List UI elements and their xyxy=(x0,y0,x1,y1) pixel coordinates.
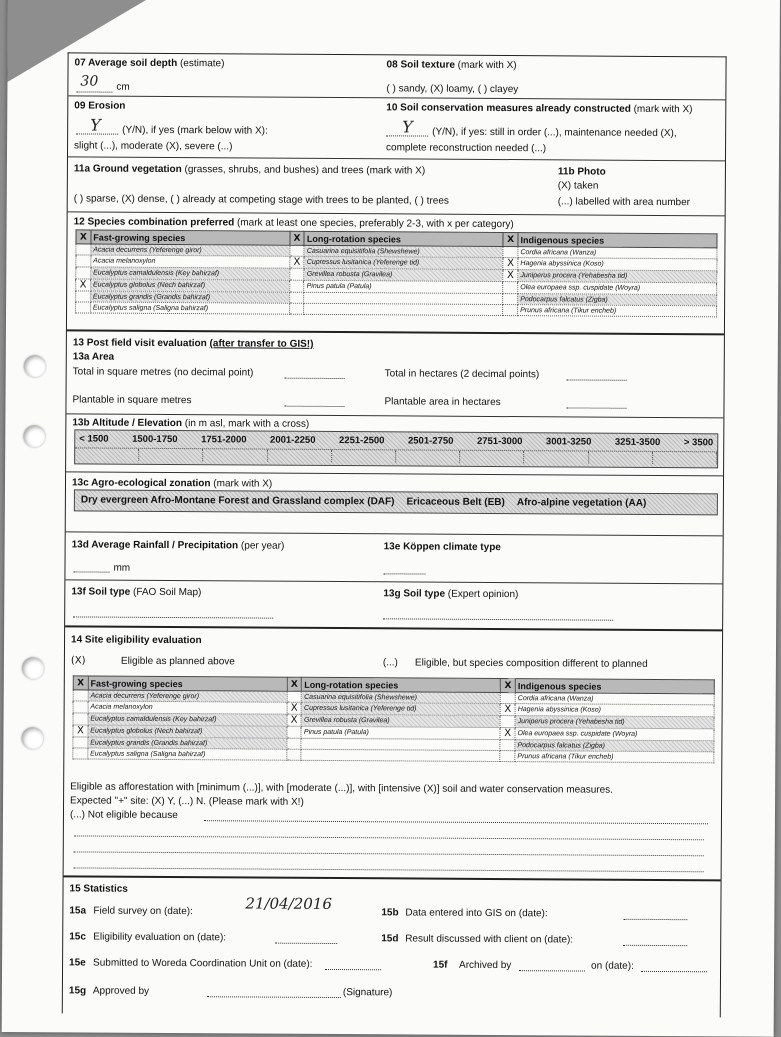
species-name-cell: Pinus patula (Patula) xyxy=(304,280,503,293)
field-08-hint: (mark with X) xyxy=(454,59,517,72)
species-mark-cell[interactable] xyxy=(76,244,91,255)
gis-date-label: Data entered into GIS on (date): xyxy=(405,907,548,920)
altitude-mark-cell[interactable] xyxy=(332,450,396,462)
archived-date-line[interactable] xyxy=(641,971,707,972)
species-category-header: Indigenous species xyxy=(515,679,714,694)
field-10-label: 10 Soil conservation measures already constructed xyxy=(386,102,631,115)
field-13c-label: 13c Agro-ecological zonation xyxy=(71,477,211,490)
field-13b-label: 13b Altitude / Elevation xyxy=(72,417,183,430)
species-mark-cell[interactable] xyxy=(287,726,302,738)
species-name-cell: Cordia africana (Wanza) xyxy=(515,693,714,705)
zonation-options xyxy=(75,490,717,513)
species-mark-cell[interactable] xyxy=(289,280,304,292)
photo-taken[interactable]: (X) taken xyxy=(557,180,599,192)
zone-option[interactable]: Afro-alpine vegetation (AA) xyxy=(516,497,647,509)
species-name-cell: Eucalyptus globolus (Nech bahirzaf) xyxy=(90,279,289,292)
mark-column-header: X xyxy=(501,679,516,693)
eligible-different: Eligible, but species composition different to planned xyxy=(414,657,648,670)
field-10-hint: (mark with X) xyxy=(630,103,693,116)
afforestation-measures[interactable]: Eligible as afforestation with [minimum (...)], with [moderate (...)], with [intensive (X)] soil and water conservation measures. xyxy=(70,781,613,796)
field-13d-label: 13d Average Rainfall / Precipitation xyxy=(71,539,239,552)
punch-hole xyxy=(22,657,44,679)
species-category-header: Long-rotation species xyxy=(304,231,503,246)
altitude-mark-row xyxy=(75,447,717,464)
area-total-sqm: Total in square metres (no decimal point) xyxy=(72,366,254,379)
field-15b-label: 15b xyxy=(381,907,399,919)
species-name-cell: Hagenia abyssinica (Koso) xyxy=(515,704,714,717)
species-name-cell: Eucalyptus camaldulensis (Key bahirzaf) xyxy=(88,713,287,726)
species-mark-cell[interactable]: X xyxy=(500,728,515,740)
erosion-line xyxy=(76,133,118,134)
note-line[interactable] xyxy=(74,867,704,872)
field-11a-label: 11a Ground vegetation xyxy=(73,163,182,176)
eligibility-date-label: Eligibility evaluation on (date): xyxy=(93,931,227,944)
erosion-mark[interactable]: Y xyxy=(90,115,101,135)
woreda-date-label: Submitted to Woreda Coordination Unit on (date): xyxy=(93,957,313,970)
area-total-ha: Total in hectares (2 decimal points) xyxy=(384,368,540,381)
species-mark-cell[interactable] xyxy=(76,291,91,302)
field-13e-label: 13e Köppen climate type xyxy=(383,541,501,554)
field-11a xyxy=(74,163,425,177)
species-name-cell: Cupressus lusitanica (Yeferenge tid) xyxy=(302,702,501,715)
species-mark-cell[interactable] xyxy=(500,716,515,728)
field-13f-hint: (FAO Soil Map) xyxy=(130,586,202,599)
species-mark-cell[interactable] xyxy=(76,255,91,267)
vegetation-options[interactable]: ( ) sparse, (X) dense, ( ) already at competing stage with trees to be planted, ( ) trees xyxy=(73,193,449,207)
species-mark-cell[interactable]: X xyxy=(503,258,518,270)
field-15g-label: 15g xyxy=(68,985,87,997)
species-table-12 xyxy=(75,229,718,317)
divider xyxy=(68,156,725,161)
divider xyxy=(64,875,721,881)
field-13f xyxy=(71,586,201,599)
note-line[interactable] xyxy=(74,835,704,840)
gis-date-line[interactable] xyxy=(623,919,687,920)
area-plant-sqm: Plantable in square metres xyxy=(72,394,192,407)
species-mark-cell[interactable] xyxy=(73,713,88,725)
species-name-cell: Podocarpus falcatus (Zigba) xyxy=(515,740,714,752)
field-13d xyxy=(72,539,285,552)
species-name-cell: Olea europaea ssp. cuspidate (Woyra) xyxy=(515,728,714,741)
area-total-ha-line[interactable] xyxy=(567,379,627,380)
field-07-label: 07 Average soil depth xyxy=(74,57,178,70)
archived-by-line[interactable] xyxy=(519,970,585,971)
altitude-range: 3251-3500 xyxy=(614,436,661,448)
species-name-cell: Grevillea robusta (Gravilea) xyxy=(301,714,500,727)
evaluation-form xyxy=(62,52,727,1017)
species-name-cell: Eucalyptus grandis (Grandis bahirzaf) xyxy=(90,291,289,303)
altitude-ranges xyxy=(75,430,717,448)
species-mark-cell[interactable]: X xyxy=(287,702,302,714)
not-eligible-because[interactable]: (...) Not eligible because xyxy=(69,809,178,822)
field-07-hint: (estimate) xyxy=(177,58,225,70)
eligibility-date-line[interactable] xyxy=(275,943,337,944)
species-mark-cell[interactable] xyxy=(500,740,515,751)
species-name-cell: Eucalyptus camaldulensis (Key bahirzaf) xyxy=(91,267,290,280)
eligible-as-planned: Eligible as planned above xyxy=(120,655,235,668)
punch-hole xyxy=(21,727,43,749)
divider xyxy=(67,329,724,335)
zone-option[interactable]: Ericaceous Belt (EB) xyxy=(406,496,505,509)
species-mark-cell[interactable] xyxy=(76,302,91,313)
altitude-range: 1751-2000 xyxy=(201,434,247,446)
species-mark-cell[interactable]: X xyxy=(503,270,518,282)
species-name-cell: Podocarpus falcatus (Zigba) xyxy=(518,294,717,306)
note-line[interactable] xyxy=(74,851,704,856)
species-category-header: Long-rotation species xyxy=(302,677,501,692)
field-15c-label: 15c xyxy=(69,931,86,943)
altitude-mark-cell[interactable] xyxy=(139,449,203,461)
soil-depth-line xyxy=(76,91,112,92)
field-13c-hint: (mark with X) xyxy=(210,478,273,490)
divider xyxy=(66,471,723,476)
species-name-cell: Casuarina equisitifolia (Shewshewe) xyxy=(304,245,503,257)
species-mark-cell[interactable]: X xyxy=(289,256,304,268)
mark-column-header: X xyxy=(290,231,305,245)
field-15a-label: 15a xyxy=(69,905,87,917)
rainfall-line[interactable] xyxy=(73,571,109,572)
species-category-header: Fast-growing species xyxy=(88,676,287,691)
field-11a-hint: (grasses, shrubs, and bushes) and trees (mark with X) xyxy=(181,164,426,177)
field-15d-label: 15d xyxy=(381,933,399,945)
species-mark-cell[interactable] xyxy=(287,691,302,702)
rainfall-unit: mm xyxy=(113,562,131,574)
altitude-range: 1500-1750 xyxy=(132,433,178,446)
altitude-mark-cell[interactable] xyxy=(653,452,717,464)
field-10 xyxy=(386,102,692,116)
species-name-cell: Juniperus procera (Yehabesha tid) xyxy=(515,716,714,729)
altitude-mark-cell[interactable] xyxy=(589,452,653,464)
field-11b-label: 11b Photo xyxy=(557,166,606,178)
mark-column-header: X xyxy=(503,233,518,247)
altitude-grid xyxy=(74,429,718,468)
divider xyxy=(68,211,725,216)
species-mark-cell[interactable] xyxy=(289,292,304,303)
species-name-cell: Eucalyptus grandis (Grandis bahirzaf) xyxy=(88,737,287,749)
eligible-mark[interactable]: (X) xyxy=(70,655,86,667)
punch-hole xyxy=(24,355,46,377)
expected-site[interactable]: Expected "+" site: (X) Y, (...) N. (Please mark with X!) xyxy=(70,795,304,808)
soil-type-fao-line[interactable] xyxy=(73,616,273,618)
area-plant-sqm-line[interactable] xyxy=(284,406,344,407)
species-name-cell: Acacia decurrens (Yeferenge giror) xyxy=(88,690,287,702)
not-eligible-line[interactable] xyxy=(204,820,708,824)
species-name-cell: Acacia decurrens (Yeferenge giror) xyxy=(91,244,290,256)
soil-texture-options[interactable]: ( ) sandy, (X) loamy, ( ) clayey xyxy=(386,83,519,96)
conservation-mark[interactable]: Y xyxy=(402,117,413,137)
species-name-cell: Acacia melanoxylon xyxy=(91,255,290,268)
soil-depth-value[interactable]: 30 xyxy=(80,73,99,90)
field-survey-date[interactable]: 21/04/2016 xyxy=(245,894,332,913)
erosion-yn: (Y/N), if yes (mark below with X): xyxy=(122,124,268,137)
altitude-range: < 1500 xyxy=(79,433,109,445)
species-mark-cell[interactable] xyxy=(73,690,88,701)
field-15f-label: 15f xyxy=(433,959,448,971)
species-mark-cell[interactable] xyxy=(287,738,302,749)
field-14-label: 14 Site eligibility evaluation xyxy=(71,634,202,647)
species-mark-cell[interactable]: X xyxy=(73,725,88,737)
species-name-cell: Grevillea robusta (Gravilea) xyxy=(304,268,503,281)
species-name-cell: Acacia melanoxylon xyxy=(88,701,287,714)
woreda-date-line[interactable] xyxy=(325,969,381,970)
altitude-mark-cell[interactable] xyxy=(525,451,589,463)
divider xyxy=(65,579,722,584)
conservation-line xyxy=(386,135,428,136)
field-12-label: 12 Species combination preferred xyxy=(73,216,235,229)
altitude-range: 2501-2750 xyxy=(407,435,454,447)
conservation-line2[interactable]: complete reconstruction needed (...) xyxy=(386,142,547,155)
species-table-14 xyxy=(72,675,715,763)
field-13-label: 13 Post field visit evaluation xyxy=(72,337,207,350)
species-name-cell: Juniperus procera (Yehabesha tid) xyxy=(518,270,717,283)
field-07 xyxy=(75,57,225,70)
species-name-cell: Cordia africana (Wanza) xyxy=(518,247,717,259)
species-name-cell: Prunus africana (Tikur encheb) xyxy=(515,751,714,763)
client-date-label: Result discussed with client on (date): xyxy=(405,933,574,946)
approved-by-label: Approved by xyxy=(92,985,150,997)
koppen-line[interactable] xyxy=(383,573,425,574)
field-13g-label: 13g Soil type xyxy=(383,588,446,600)
mark-column-header: X xyxy=(73,676,88,690)
species-mark-cell[interactable] xyxy=(500,751,515,762)
field-13g-hint: (Expert opinion) xyxy=(444,588,519,601)
species-name-cell: Casuarina equisitifolia (Shewshewe) xyxy=(302,691,501,703)
soil-depth-unit: cm xyxy=(116,81,130,93)
divider xyxy=(68,95,725,100)
altitude-range: 2751-3000 xyxy=(476,435,523,448)
field-15-label: 15 Statistics xyxy=(69,883,128,895)
altitude-range: 2001-2250 xyxy=(270,434,316,446)
altitude-mark-cell[interactable] xyxy=(268,450,332,462)
area-plant-ha: Plantable area in hectares xyxy=(384,396,501,409)
divider xyxy=(66,531,723,536)
species-mark-cell[interactable] xyxy=(500,693,515,704)
altitude-range: 2251-2500 xyxy=(338,435,385,447)
species-mark-cell[interactable] xyxy=(503,247,518,258)
signature-label: (Signature) xyxy=(342,987,393,999)
species-category-header: Fast-growing species xyxy=(91,230,290,245)
species-name-cell xyxy=(301,749,500,761)
field-09-label: 09 Erosion xyxy=(74,100,126,112)
altitude-mark-cell[interactable] xyxy=(460,451,524,463)
area-total-sqm-line[interactable] xyxy=(285,378,345,379)
field-13f-label: 13f Soil type xyxy=(71,586,131,598)
species-mark-cell[interactable] xyxy=(503,294,518,305)
species-name-cell: Eucalyptus globolus (Nech bahirzaf) xyxy=(88,725,287,738)
species-name-cell: Cupressus lusitanica (Yeferenge tid) xyxy=(304,256,503,269)
altitude-mark-cell[interactable] xyxy=(396,450,460,462)
species-mark-cell[interactable] xyxy=(503,305,518,316)
species-name-cell: Prunus africana (Tikur encheb) xyxy=(518,305,717,317)
species-name-cell: Eucalyptus saligna (Saligna bahirzaf) xyxy=(88,748,287,760)
zonation-grid xyxy=(74,489,718,515)
field-13d-hint: (per year) xyxy=(238,540,285,552)
species-mark-cell[interactable] xyxy=(289,303,304,314)
approved-by-line[interactable] xyxy=(207,996,341,998)
conservation-line1[interactable]: (Y/N), if yes: still in order (...), maintenance needed (X), xyxy=(432,126,677,140)
species-name-cell: Pinus patula (Patula) xyxy=(301,726,500,739)
species-mark-cell[interactable] xyxy=(290,245,305,256)
species-category-header: Indigenous species xyxy=(518,233,717,248)
species-name-cell: Olea europaea ssp. cuspidate (Woyra) xyxy=(518,282,717,295)
species-name-cell: Eucalyptus saligna (Saligna bahirzaf) xyxy=(90,302,289,314)
species-mark-cell[interactable] xyxy=(73,737,88,748)
form-sheet xyxy=(2,0,780,1037)
client-date-line[interactable] xyxy=(623,945,687,946)
soil-type-expert-line[interactable] xyxy=(383,618,613,620)
area-plant-ha-line[interactable] xyxy=(566,407,626,408)
mark-column-header: X xyxy=(76,230,91,244)
species-mark-cell[interactable]: X xyxy=(76,279,91,291)
archived-date-label: on (date): xyxy=(591,960,634,972)
species-name-cell xyxy=(304,303,503,315)
punch-hole xyxy=(23,425,45,447)
species-mark-cell[interactable] xyxy=(286,749,301,760)
divider xyxy=(65,625,722,631)
species-mark-cell[interactable] xyxy=(73,748,88,759)
field-13a-label: 13a Area xyxy=(72,351,115,363)
eligible-different-mark[interactable]: (...) xyxy=(382,657,398,669)
species-name-cell: Hagenia abyssinica (Koso) xyxy=(518,258,717,271)
field-12-hint: (mark at least one species, preferably 2-3, with x per category) xyxy=(234,217,514,231)
erosion-options[interactable]: slight (...), moderate (X), severe (...) xyxy=(74,140,233,153)
zone-option[interactable]: Dry evergreen Afro-Montane Forest and Grassland complex (DAF) xyxy=(80,494,395,508)
photo-labelled[interactable]: (...) labelled with area number xyxy=(557,196,691,209)
altitude-mark-cell[interactable] xyxy=(204,449,268,461)
field-survey-date-label: Field survey on (date): xyxy=(93,905,193,918)
field-13b-hint: (in m asl, mark with a cross) xyxy=(181,418,310,430)
field-13g xyxy=(383,588,518,601)
archived-by-label: Archived by xyxy=(459,959,512,972)
species-mark-cell[interactable] xyxy=(503,282,518,294)
altitude-range: 3001-3250 xyxy=(545,436,592,448)
altitude-mark-cell[interactable] xyxy=(75,448,139,460)
species-mark-cell[interactable] xyxy=(289,268,304,280)
field-08 xyxy=(387,59,517,72)
altitude-range: > 3500 xyxy=(683,437,714,449)
species-mark-cell[interactable] xyxy=(76,267,91,279)
mark-column-header: X xyxy=(287,677,302,691)
field-15e-label: 15e xyxy=(69,957,86,969)
field-08-label: 08 Soil texture xyxy=(386,59,455,71)
field-13 xyxy=(73,337,314,350)
species-mark-cell[interactable]: X xyxy=(500,704,515,716)
species-mark-cell[interactable] xyxy=(73,701,88,713)
field-13-hint: (after transfer to GIS!) xyxy=(209,338,314,350)
species-mark-cell[interactable]: X xyxy=(287,714,302,726)
